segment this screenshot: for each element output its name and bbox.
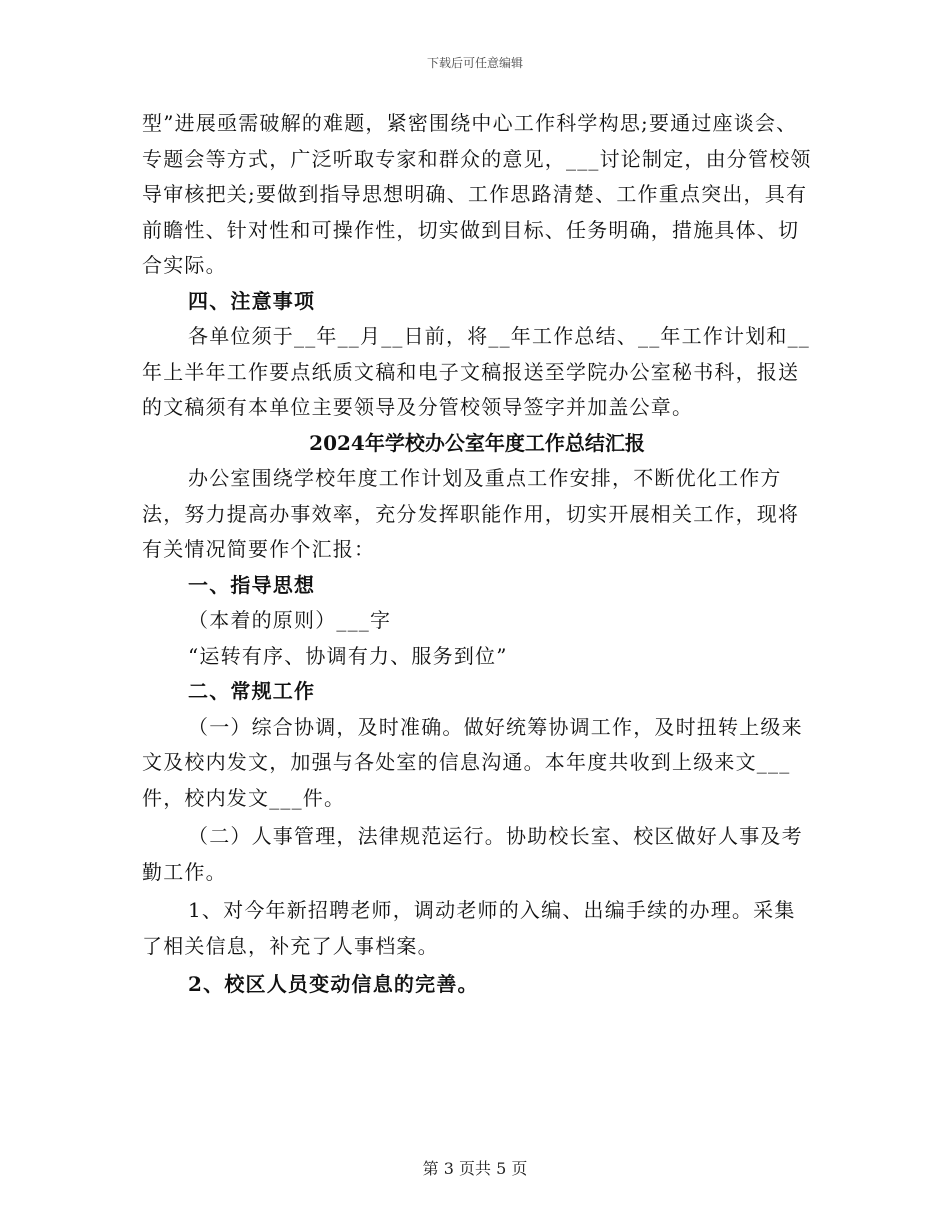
document-body: [142, 106, 812, 1003]
paragraph-coordination: （一）综合协调，及时准确。做好统筹协调工作，及时扭转上级来文及校内发文，加强与各处室的信息沟通。本年度共收到上级来文___件，校内发文___件。: [142, 714, 803, 810]
paragraph-item-1: 1、对今年新招聘老师，调动老师的入编、出编手续的办理。采集了相关信息，补充了人事档案。: [142, 898, 796, 958]
paragraph-item-2-heading: 2、校区人员变动信息的完善。: [188, 972, 479, 996]
paragraph-personnel: （二）人事管理，法律规范运行。协助校长室、校区做好人事及考勤工作。: [142, 824, 803, 884]
section-heading-notice: 四、注意事项: [188, 288, 316, 313]
paragraph-intro: 办公室围绕学校年度工作计划及重点工作安排，不断优化工作方法，努力提高办事效率，充分发挥职能作用，切实开展相关工作，现将有关情况简要作个汇报：: [142, 466, 800, 561]
paragraph-motto: “运转有序、协调有力、服务到位”: [188, 643, 508, 668]
paragraph-notice: 各单位须于__年__月__日前，将__年工作总结、__年工作计划和__年上半年工作要点纸质文稿和电子文稿报送至学院办公室秘书科，报送的文稿须有本单位主要领导及分管校领导签字并加盖公章。: [142, 324, 810, 419]
document-title: 2024年学校办公室年度工作总结汇报: [309, 430, 645, 455]
page-header: 下载后可任意编辑: [426, 56, 523, 70]
page-footer: 第 3 页共 5 页: [422, 1159, 528, 1178]
paragraph-principle: （本着的原则）___字: [188, 608, 392, 632]
section-heading-guiding-thought: 一、指导思想: [188, 572, 316, 597]
paragraph-continuation: 型”进展亟需破解的难题，紧密围绕中心工作科学构思;要通过座谈会、专题会等方式，广泛听取专家和群众的意见，___讨论制定，由分管校领导审核把关;要做到指导思想明确、工作思路清楚、工作重点突出，具有前瞻性、针对性和可操作性，切实做到目标、任务明确，措施具体、切合实际。: [142, 111, 812, 277]
section-heading-routine-work: 二、常规工作: [188, 679, 316, 703]
